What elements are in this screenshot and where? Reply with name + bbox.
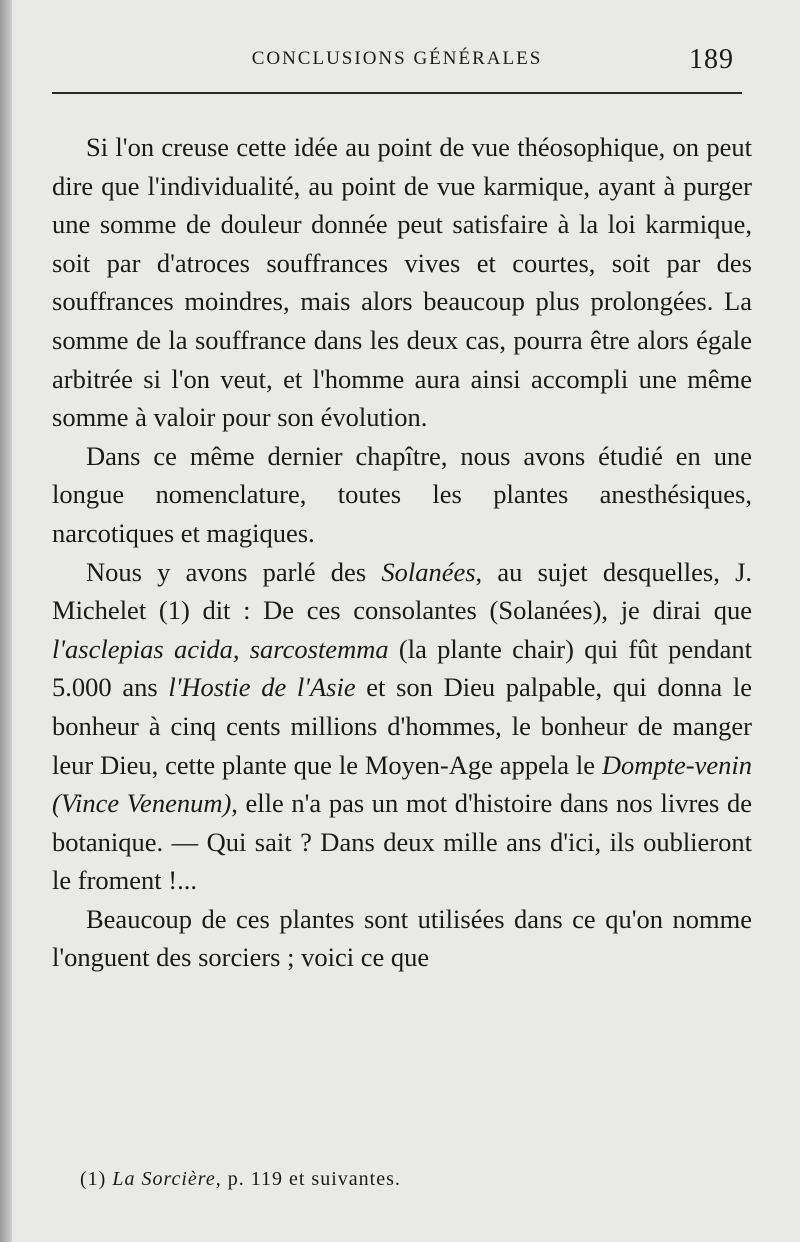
footnote-marker: (1) <box>80 1168 113 1190</box>
text-run: (la plante chair) qui fût pendant 5.000 ans <box>52 633 753 703</box>
body-text <box>52 128 752 977</box>
italic-run: l'Hostie de l'Asie <box>168 672 356 703</box>
paragraph-4: Beaucoup de ces plantes sont utilisées dans ce qu'on nomme l'onguent des sorciers ; voici ce que <box>52 903 752 973</box>
text-run: et son Dieu palpable, qui donna le bonheur à cinq cents millions d'hommes, le bonheur de manger leur Dieu, cette plante que le Moyen-Age appela le <box>52 672 752 780</box>
paragraph-1: Si l'on creuse cette idée au point de vue théosophique, on peut dire que l'individualité, au point de vue karmique, ayant à purger une somme de douleur donnée peut satisfaire à la loi karmique, soit par d'atroces souffrances vives et courtes, soit par des souffrances moindres, mais alors beaucoup plus prolongées. La somme de la souffrance dans les deux cas, pourra être alors égale arbitrée si l'on veut, et l'homme aura ainsi accompli une même somme à valoir pour son évolution. <box>52 132 752 433</box>
page-number: 189 <box>689 44 734 75</box>
italic-run: Dompte-venin (Vince Venenum) <box>52 749 752 819</box>
page-header <box>52 40 742 94</box>
page-gutter <box>0 0 12 1242</box>
text-run: Nous y avons parlé des <box>86 556 382 587</box>
footnote-text: , p. 119 et suivantes. <box>215 1168 401 1190</box>
paragraph-3 <box>52 553 752 900</box>
italic-run: Solanées <box>381 556 476 587</box>
running-head: CONCLUSIONS GÉNÉRALES <box>251 48 543 69</box>
footnote <box>80 1168 401 1191</box>
footnote-title: La Sorcière <box>112 1168 216 1190</box>
text-run: , au sujet desquelles, J. Michelet (1) dit : De ces consolantes (Solanées), je dirai que <box>52 556 753 626</box>
text-run: , elle n'a pas un mot d'histoire dans nos livres de botanique. — Qui sait ? Dans deux mille ans d'ici, ils oublieront le froment !... <box>52 788 753 896</box>
paragraph-2: Dans ce même dernier chapître, nous avons étudié en une longue nomenclature, toutes les plantes anesthésiques, narcotiques et magiques. <box>52 440 752 548</box>
italic-run: l'asclepias acida, sarcostemma <box>52 633 389 664</box>
